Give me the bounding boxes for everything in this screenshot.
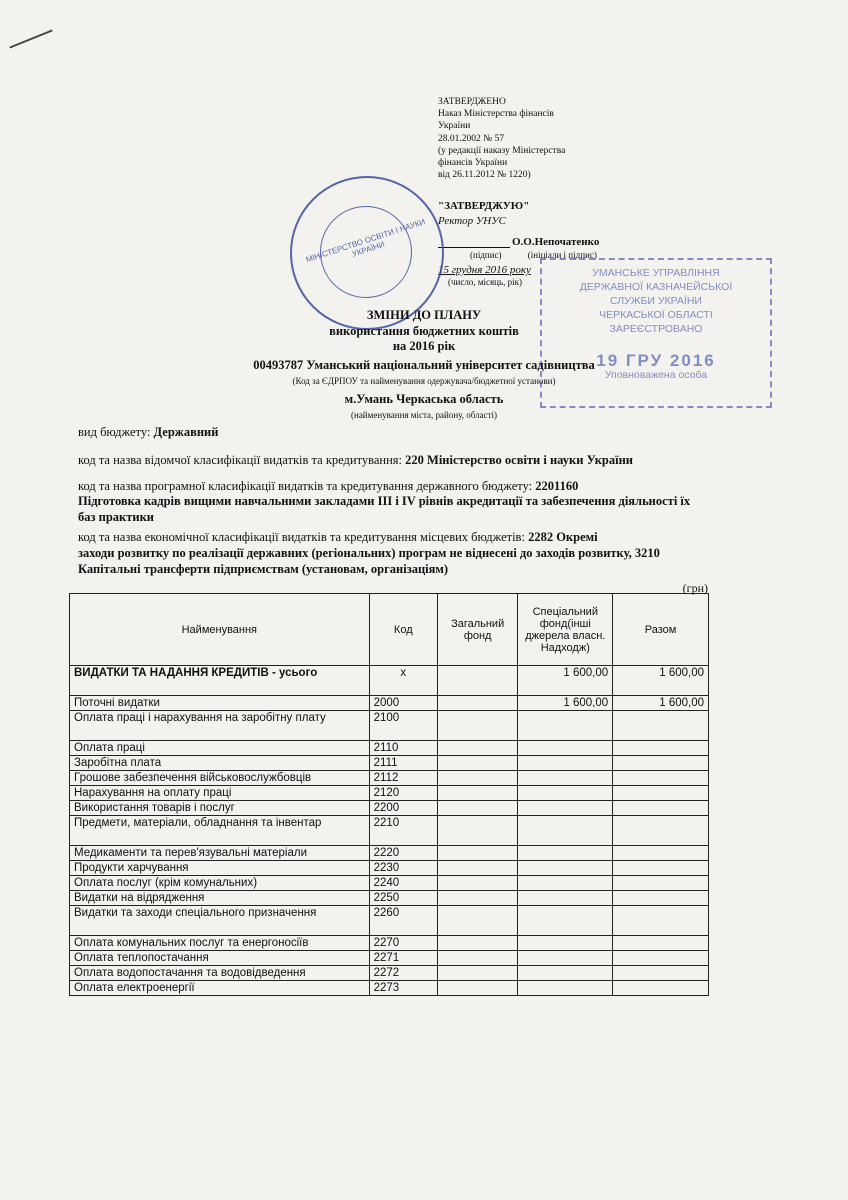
row-special-fund	[518, 771, 613, 786]
row-code: 2000	[369, 696, 437, 711]
row-general-fund	[437, 666, 518, 696]
row-special-fund: 1 600,00	[518, 696, 613, 711]
row-special-fund	[518, 711, 613, 741]
approval-date-caption: (число, місяць, рік)	[448, 277, 522, 287]
document-year: на 2016 рік	[392, 339, 456, 353]
row-general-fund	[437, 906, 518, 936]
row-special-fund	[518, 951, 613, 966]
table-row	[70, 876, 709, 891]
table-row	[70, 666, 709, 696]
currency-unit: (грн)	[682, 581, 708, 595]
table-row	[70, 951, 709, 966]
row-total	[613, 816, 709, 846]
row-code: 2200	[369, 801, 437, 816]
row-total	[613, 711, 709, 741]
table-row	[70, 696, 709, 711]
row-name: Медикаменти та перев'язувальні матеріали	[70, 846, 370, 861]
row-total	[613, 846, 709, 861]
row-name: Використання товарів і послуг	[70, 801, 370, 816]
stamp-date: 19 ГРУ 2016	[596, 351, 716, 370]
row-name: Грошове забезпечення військовослужбовців	[70, 771, 370, 786]
table-row	[70, 846, 709, 861]
approve-label: "ЗАТВЕРДЖУЮ"	[438, 200, 530, 212]
approval-reference-block	[438, 96, 638, 181]
table-row	[70, 906, 709, 936]
row-code: 2111	[369, 756, 437, 771]
rector-title: Ректор УНУС	[438, 215, 506, 227]
approval-line: ЗАТВЕРДЖЕНО	[438, 97, 506, 107]
row-general-fund	[437, 771, 518, 786]
row-code: 2112	[369, 771, 437, 786]
signer-name: О.О.Непочатенко	[512, 236, 600, 248]
table-row	[70, 801, 709, 816]
stamp-line: ЗАРЕЄСТРОВАНО	[609, 323, 703, 335]
row-total: 1 600,00	[613, 666, 709, 696]
row-code: 2220	[369, 846, 437, 861]
row-general-fund	[437, 786, 518, 801]
approval-line: фінансів України	[438, 158, 508, 169]
row-special-fund: 1 600,00	[518, 666, 613, 696]
budget-type-label: вид бюджету:	[78, 425, 154, 439]
table-row	[70, 966, 709, 981]
row-name: ВИДАТКИ ТА НАДАННЯ КРЕДИТІВ - усього	[70, 666, 370, 696]
row-code: 2230	[369, 861, 437, 876]
approval-line: від 26.11.2012 № 1220)	[438, 170, 531, 181]
row-code: 2271	[369, 951, 437, 966]
kvk-line	[78, 452, 718, 468]
kpk-value: 2201160	[535, 479, 579, 493]
row-special-fund	[518, 801, 613, 816]
row-name: Оплата теплопостачання	[70, 951, 370, 966]
row-special-fund	[518, 861, 613, 876]
row-name: Оплата послуг (крім комунальних)	[70, 876, 370, 891]
row-general-fund	[437, 966, 518, 981]
row-total	[613, 801, 709, 816]
kpk-name: Підготовка кадрів вищими навчальними закладами III і IV рівнів акредитації та забезпечення діяльності їх баз практики	[78, 494, 691, 524]
kek-line	[78, 529, 718, 545]
pen-mark	[9, 29, 52, 48]
document-title: ЗМІНИ ДО ПЛАНУ	[366, 308, 482, 322]
document-subtitle: використання бюджетних коштів	[329, 324, 519, 338]
row-total	[613, 966, 709, 981]
row-general-fund	[437, 846, 518, 861]
row-general-fund	[437, 876, 518, 891]
row-special-fund	[518, 756, 613, 771]
table-row	[70, 786, 709, 801]
row-general-fund	[437, 936, 518, 951]
row-general-fund	[437, 801, 518, 816]
table-row	[70, 936, 709, 951]
table-header-row	[70, 594, 709, 666]
row-special-fund	[518, 906, 613, 936]
row-general-fund	[437, 756, 518, 771]
organization-caption: (Код за ЄДРПОУ та найменування одержувача/бюджетної установи)	[292, 376, 556, 386]
row-code: 2120	[369, 786, 437, 801]
row-code: 2250	[369, 891, 437, 906]
row-total	[613, 876, 709, 891]
table-row	[70, 816, 709, 846]
stamp-line: СЛУЖБИ УКРАЇНИ	[610, 295, 702, 307]
approval-date: 15 грудня 2016 року	[438, 264, 531, 276]
kek-continuation: заходи розвитку по реалізації державних (регіональних) програм не віднесені до заходів розвитку, 3210 Капітальні трансферти підприємствам (установам, організаціям)	[78, 546, 660, 576]
stamp-line: УМАНСЬКЕ УПРАВЛІННЯ	[592, 267, 720, 279]
round-seal-stamp	[290, 176, 444, 330]
row-general-fund	[437, 891, 518, 906]
row-code: 2272	[369, 966, 437, 981]
table-body	[70, 666, 709, 996]
table-row	[70, 741, 709, 756]
header-code: Код	[369, 594, 437, 666]
row-name: Видатки на відрядження	[70, 891, 370, 906]
budget-table	[69, 593, 709, 996]
header-name: Найменування	[70, 594, 370, 666]
row-general-fund	[437, 711, 518, 741]
approval-line: України	[438, 121, 471, 132]
row-name: Оплата електроенергії	[70, 981, 370, 996]
row-name: Видатки та заходи спеціального призначення	[70, 906, 370, 936]
table-row	[70, 711, 709, 741]
row-total	[613, 951, 709, 966]
row-special-fund	[518, 741, 613, 756]
kpk-label: код та назва програмної класифікації видатків та кредитування державного бюджету:	[78, 479, 536, 493]
row-general-fund	[437, 951, 518, 966]
approve-block	[438, 200, 658, 227]
row-general-fund	[437, 861, 518, 876]
approval-line: Наказ Міністерства фінансів	[438, 109, 554, 120]
signature-underline	[438, 247, 510, 248]
signature-line	[438, 236, 613, 248]
row-code: 2270	[369, 936, 437, 951]
row-special-fund	[518, 966, 613, 981]
row-name: Оплата праці	[70, 741, 370, 756]
row-code: х	[369, 666, 437, 696]
row-total	[613, 981, 709, 996]
budget-type-value: Державний	[153, 425, 219, 439]
row-total	[613, 786, 709, 801]
location-caption: (найменування міста, району, області)	[351, 410, 497, 420]
row-name: Нарахування на оплату праці	[70, 786, 370, 801]
kpk-line	[78, 478, 718, 494]
row-special-fund	[518, 816, 613, 846]
row-name: Заробітна плата	[70, 756, 370, 771]
signature-caption: (підпис)	[470, 250, 502, 260]
approval-line: (у редакції наказу Міністерства	[438, 145, 566, 156]
seal-text: МІНІСТЕРСТВО ОСВІТИ І НАУКИ УКРАЇНИ	[304, 217, 427, 265]
table-row	[70, 756, 709, 771]
row-special-fund	[518, 936, 613, 951]
table-row	[70, 891, 709, 906]
row-special-fund	[518, 846, 613, 861]
kek-label: код та назва економічної класифікації видатків та кредитування місцевих бюджетів:	[78, 530, 529, 544]
stamp-footer: Уповноважена особа	[604, 369, 708, 381]
kek-value: 2282 Окремі	[528, 530, 598, 544]
initials-caption: (ініціали і підпис)	[527, 250, 597, 260]
approval-line: 28.01.2002 № 57	[438, 133, 505, 144]
budget-type-line	[78, 424, 718, 440]
row-special-fund	[518, 786, 613, 801]
row-total: 1 600,00	[613, 696, 709, 711]
row-general-fund	[437, 816, 518, 846]
row-name: Оплата водопостачання та водовідведення	[70, 966, 370, 981]
row-code: 2240	[369, 876, 437, 891]
row-total	[613, 936, 709, 951]
row-total	[613, 891, 709, 906]
row-total	[613, 906, 709, 936]
row-total	[613, 861, 709, 876]
row-name: Оплата праці і нарахування на заробітну плату	[70, 711, 370, 741]
table-row	[70, 981, 709, 996]
row-name: Поточні видатки	[70, 696, 370, 711]
kvk-value: 220 Міністерство освіти і науки України	[405, 453, 634, 467]
row-special-fund	[518, 876, 613, 891]
header-general-fund: Загальний фонд	[437, 594, 518, 666]
stamp-line: ДЕРЖАВНОЇ КАЗНАЧЕЙСЬКОЇ	[579, 281, 733, 293]
row-code: 2260	[369, 906, 437, 936]
row-code: 2110	[369, 741, 437, 756]
location: м.Умань Черкаська область	[344, 392, 504, 406]
stamp-line: ЧЕРКАСЬКОЇ ОБЛАСТІ	[599, 309, 713, 321]
row-general-fund	[437, 696, 518, 711]
row-total	[613, 756, 709, 771]
table-row	[70, 771, 709, 786]
row-code: 2210	[369, 816, 437, 846]
table-row	[70, 861, 709, 876]
row-special-fund	[518, 891, 613, 906]
row-name: Продукти харчування	[70, 861, 370, 876]
row-special-fund	[518, 981, 613, 996]
row-general-fund	[437, 741, 518, 756]
row-name: Оплата комунальних послуг та енергоносіїв	[70, 936, 370, 951]
row-general-fund	[437, 981, 518, 996]
row-name: Предмети, матеріали, обладнання та інвентар	[70, 816, 370, 846]
header-special-fund: Спеціальний фонд(інші джерела власн. Надходж)	[518, 594, 613, 666]
row-total	[613, 741, 709, 756]
row-total	[613, 771, 709, 786]
organization-name: 00493787 Уманський національний університет садівництва	[253, 358, 595, 372]
row-code: 2273	[369, 981, 437, 996]
header-total: Разом	[613, 594, 709, 666]
kvk-label: код та назва відомчої класифікації видатків та кредитування:	[78, 453, 406, 467]
row-code: 2100	[369, 711, 437, 741]
